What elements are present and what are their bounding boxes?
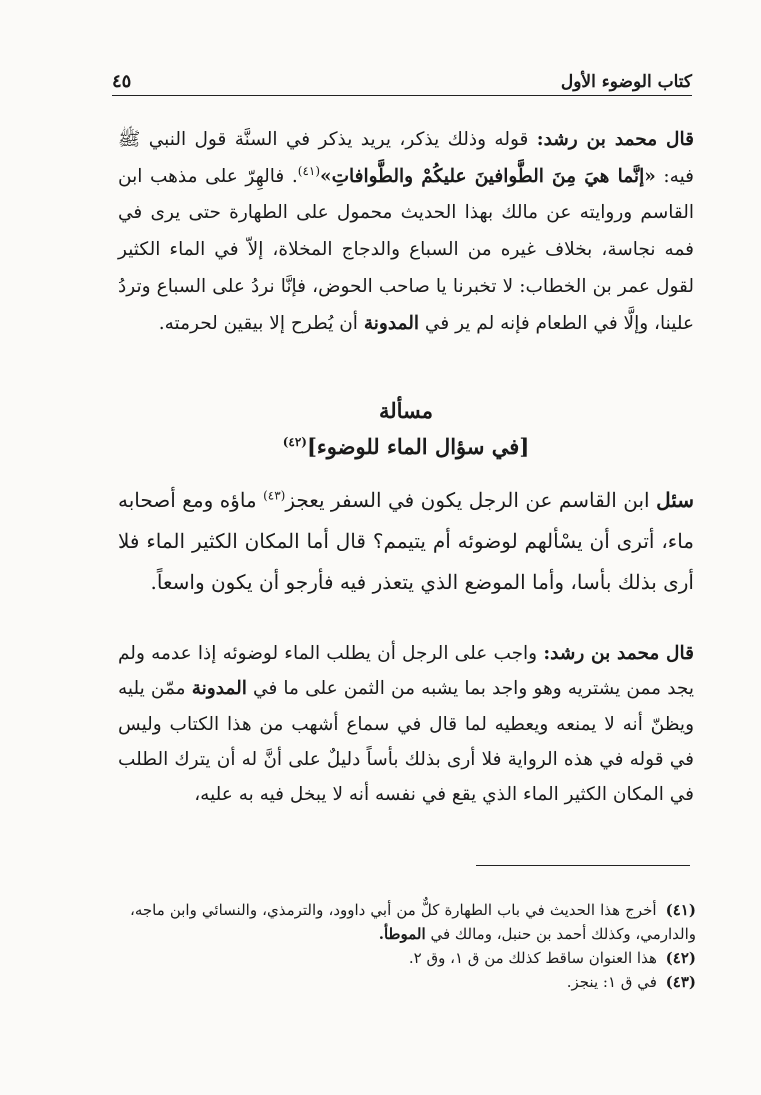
footnote-separator	[476, 865, 690, 866]
paragraph-text: ابن القاسم عن الرجل يكون في السفر يعجز	[285, 488, 650, 512]
book-title: كتاب الوضوء الأول	[560, 72, 692, 92]
paragraph-lead: قال محمد بن رشد:	[536, 129, 694, 150]
footnote-text: هذا العنوان ساقط كذلك من ق ١، وق ٢.	[408, 949, 657, 967]
hadith-quote: «إنَّما هيَ مِنَ الطَّوافينَ عليكُمْ والطَّوافاتِ»	[320, 165, 656, 187]
paragraph-lead: قال محمد بن رشد:	[543, 643, 694, 664]
paragraph-text: ممّن يليه ويظنّ أنه لا يمنعه ويعطيه لما قال في سماع أشهب من هذا الكتاب وليس في قوله في هذه الرواية فلا أرى بذلك بأساً دليلٌ على أنَّ له أن يترك الطلب في المكان الكثير الماء الذي يقع في نفسه أنه لا يبخل فيه به عليه،	[118, 678, 694, 806]
paragraph-text: . فالهِرّ على مذهب ابن القاسم وروايته عن مالك بهذا الحديث محمول على الطهارة حتى يرى في فمه نجاسة، بخلاف غيره من السباع والدجاج المخلاة، إلاّ في الماء الكثير لقول عمر بن الخطاب: لا تخبرنا يا صاحب الحوض، فإنَّا نردُ على السباع وتردُ علينا، وإلَّا في الطعام فإنه لم ير في	[118, 165, 694, 334]
footnote-ref-41: (٤١)	[297, 163, 321, 178]
paragraph-text: واجب على الرجل أن يطلب الماء لوضوئه إذا عدمه ولم يجد ممن يشتريه وهو واجد بما يشبه من الثمن على ما في	[118, 643, 694, 700]
section-subtitle	[118, 434, 694, 459]
paragraph-text: قوله وذلك يذكر، يريد يذكر في السنَّة قول النبي ﷺ فيه:	[118, 129, 694, 187]
footnote-bold-tail: الموطأ.	[378, 925, 426, 943]
footnote-43	[130, 970, 696, 994]
section-subtitle-text: [في سؤال الماء للوضوء]	[306, 434, 530, 459]
footnote-42	[130, 946, 696, 970]
page-number: ٤٥	[112, 71, 132, 92]
paragraph-lead: سئل	[656, 488, 695, 512]
footnote-ref-43: (٤٣)	[263, 488, 286, 503]
footnote-number: (٤٣)	[665, 973, 696, 991]
footnote-41	[130, 898, 696, 946]
paragraph-commentary-1	[118, 122, 694, 342]
paragraph-question	[118, 480, 694, 603]
section-title: مسألة	[378, 398, 434, 423]
paragraph-text: أن يُطرح إلا بيقين لحرمته.	[158, 312, 358, 334]
footnote-text: في ق ١: ينجز.	[566, 973, 657, 991]
footnote-text: أخرج هذا الحديث في باب الطهارة كلٌّ من أبي داوود، والترمذي، والنسائي وابن ماجه، والدارمي، وكذلك أحمد بن حنبل، ومالك في	[130, 901, 696, 943]
paragraph-commentary-2	[118, 636, 694, 812]
footnote-number: (٤١)	[665, 901, 696, 919]
footnote-number: (٤٢)	[665, 949, 696, 967]
footnotes	[130, 898, 696, 994]
paragraph-text: ماؤه ومع أصحابه ماء، أترى أن يسْألهم لوضوئه أم يتيمم؟ قال أما المكان الكثير الماء فلا أرى بذلك بأسا، وأما الموضع الذي يتعذر فيه فأرجو أن يكون واسعاً.	[118, 488, 694, 594]
running-header	[112, 62, 692, 96]
footnote-ref-42: (٤٢)	[282, 435, 307, 449]
source-name: المدونة	[363, 312, 420, 334]
source-name: المدونة	[191, 678, 247, 700]
